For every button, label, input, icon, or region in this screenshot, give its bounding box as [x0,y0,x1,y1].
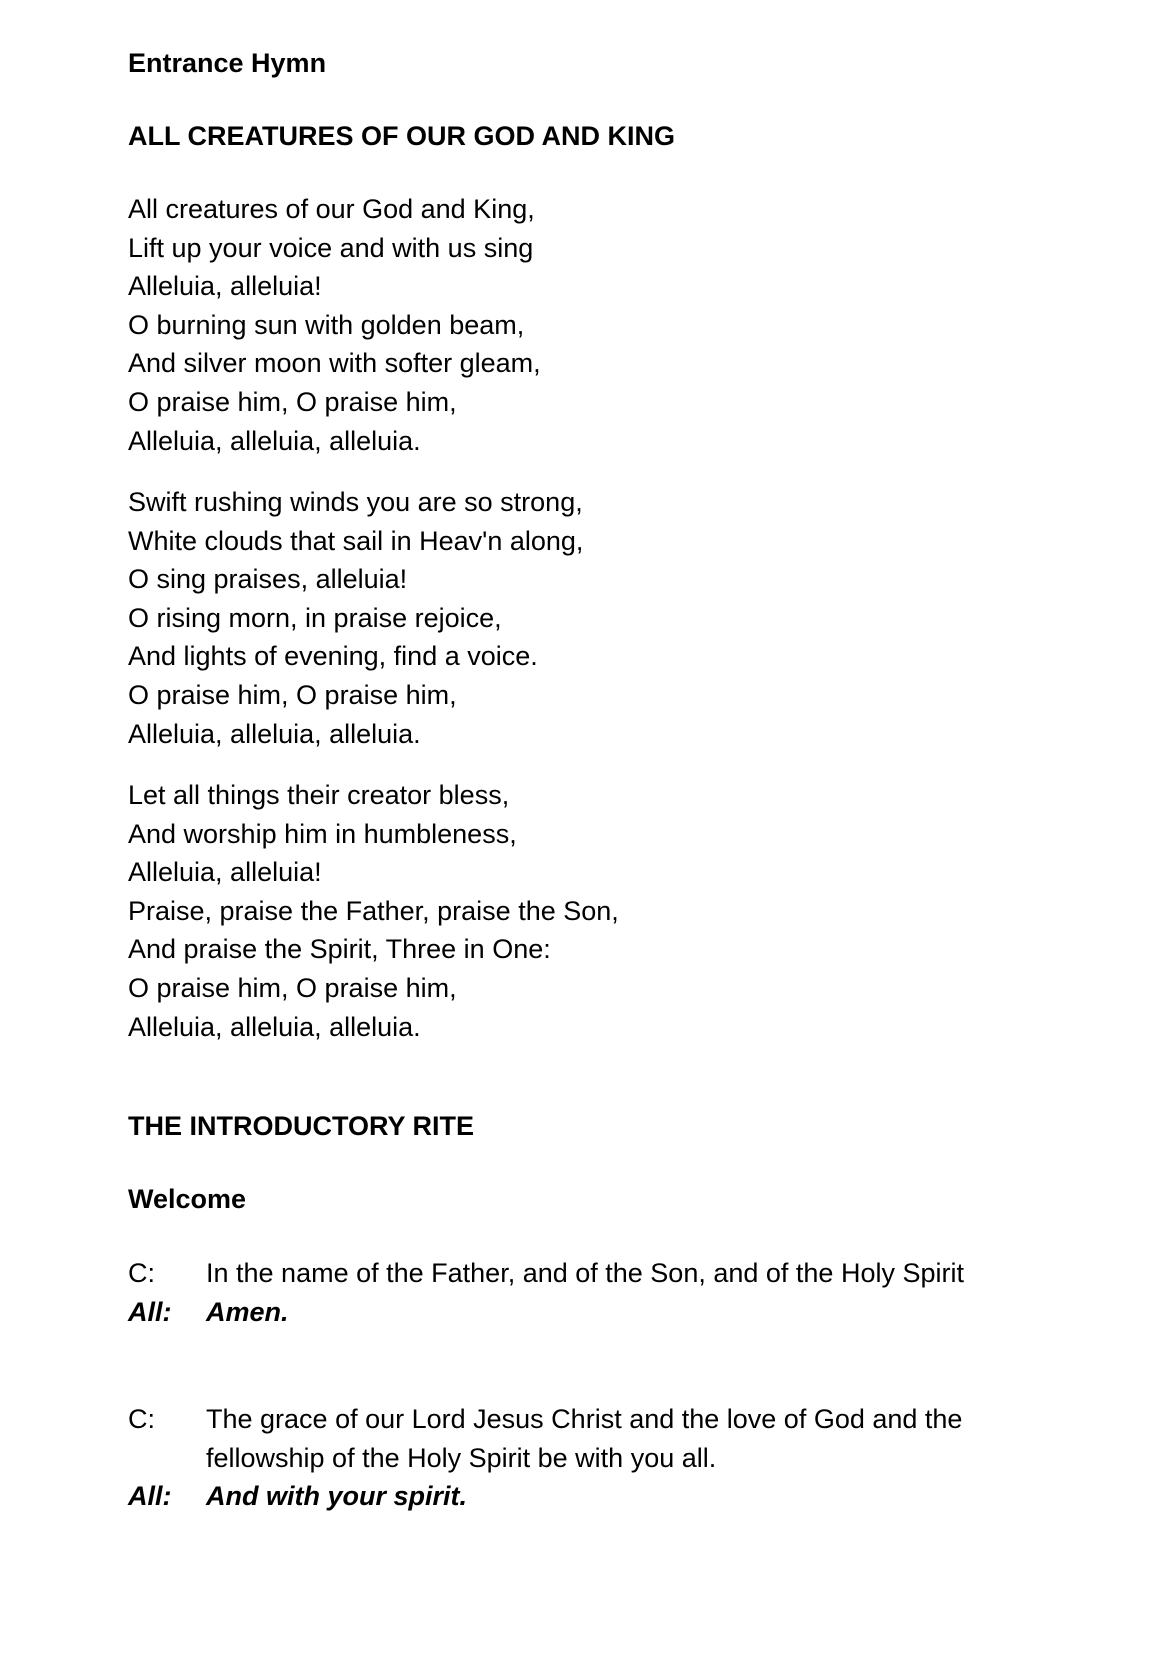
verse-line: O burning sun with golden beam, [128,309,525,340]
all-response: Amen. [206,1296,289,1327]
hymn-verse-1 [128,190,541,460]
verse-line: And worship him in humbleness, [128,818,517,849]
hymn-verse-2 [128,483,583,753]
verse-line: All creatures of our God and King, [128,194,535,224]
hymn-verse-3 [128,776,619,1046]
verse-line: White clouds that sail in Heav'n along, [128,525,584,556]
verse-line: Alleluia, alleluia, alleluia. [128,718,421,749]
verse-line: Alleluia, alleluia, alleluia. [128,425,421,456]
verse-line: O praise him, O praise him, [128,386,457,417]
verse-line: Alleluia, alleluia! [128,857,322,888]
verse-line: O praise him, O praise him, [128,679,457,710]
people-line [128,1293,1028,1332]
all-label: All: [128,1296,172,1327]
verse-line: And silver moon with softer gleam, [128,348,541,379]
verse-line: Lift up your voice and with us sing [128,232,534,263]
celebrant-label: C: [128,1258,155,1288]
entrance-hymn-label: Entrance Hymn [128,48,327,78]
verse-line: And praise the Spirit, Three in One: [128,934,551,965]
verse-line: Let all things their creator bless, [128,780,510,810]
all-label: All: [128,1481,172,1512]
verse-line: O rising morn, in praise rejoice, [128,602,502,633]
verse-line: O sing praises, alleluia! [128,564,408,595]
introductory-rite-title: THE INTRODUCTORY RITE [128,1111,475,1141]
celebrant-line [128,1254,1028,1293]
celebrant-label: C: [128,1404,155,1434]
celebrant-text: The grace of our Lord Jesus Christ and the love of God and the fellowship of the Holy Spirit be with you all. [206,1404,963,1473]
all-response: And with your spirit. [206,1481,467,1512]
hymn-title: ALL CREATURES OF OUR GOD AND KING [128,121,676,151]
verse-line: Swift rushing winds you are so strong, [128,487,583,517]
celebrant-text: In the name of the Father, and of the Son, and of the Holy Spirit [206,1258,964,1288]
verse-line: Alleluia, alleluia! [128,271,322,302]
people-line [128,1477,1028,1516]
verse-line: Alleluia, alleluia, alleluia. [128,1011,421,1042]
celebrant-line [128,1400,1028,1477]
verse-line: Praise, praise the Father, praise the Son, [128,895,619,926]
welcome-label: Welcome [128,1184,247,1214]
verse-line: O praise him, O praise him, [128,972,457,1003]
exchange-2 [128,1400,1028,1516]
verse-line: And lights of evening, find a voice. [128,641,538,672]
exchange-1 [128,1254,1028,1331]
